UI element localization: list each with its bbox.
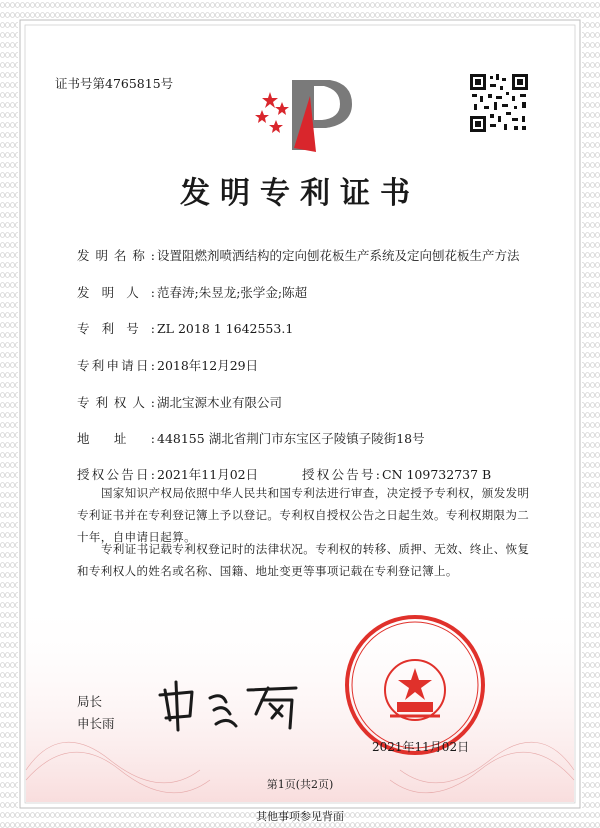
field-label: 专利号: bbox=[77, 321, 155, 336]
seal-date: 2021年11月02日 bbox=[372, 740, 470, 754]
field-value: 设置阻燃剂喷洒结构的定向刨花板生产系统及定向刨花板生产方法 bbox=[157, 248, 520, 263]
field-value: 2021年11月02日 bbox=[157, 467, 259, 482]
certificate-number: 证书号第4765815号 bbox=[55, 76, 174, 91]
legal-status-note: 专利证书记载专利权登记时的法律状况。专利权的转移、质押、无效、终止、恢复和专利权人的姓名或名称、国籍、地址变更等事项记载在专利登记簿上。 bbox=[77, 542, 530, 578]
certificate-statement: 国家知识产权局依照中华人民共和国专利法进行审查，决定授予专利权，颁发发明专利证书并在专利登记簿上予以登记。专利权自授权公告之日起生效。专利权期限为二十年，自申请日起算。 bbox=[77, 486, 530, 544]
field-value: 448155 湖北省荆门市东宝区子陵镇子陵街18号 bbox=[157, 431, 425, 446]
page-number: 第1页(共2页) bbox=[266, 778, 334, 791]
field-label: 专利申请日: bbox=[77, 358, 155, 373]
field-value: 范春涛;朱昱龙;张学金;陈超 bbox=[157, 285, 308, 300]
director-title: 局长 bbox=[77, 694, 103, 709]
field-patentee bbox=[77, 393, 282, 411]
field-grant-date bbox=[77, 465, 258, 483]
field-value: CN 109732737 B bbox=[382, 467, 492, 482]
field-invention-name bbox=[77, 246, 520, 264]
director-name: 申长雨 bbox=[77, 716, 115, 731]
certificate-title: 发明专利证书 bbox=[180, 176, 420, 211]
field-label: 发明名称: bbox=[77, 248, 155, 263]
field-label: 授权公告号: bbox=[302, 467, 380, 482]
field-grant-number bbox=[302, 465, 491, 483]
qr-code bbox=[468, 72, 530, 134]
field-label: 专利权人: bbox=[77, 395, 155, 410]
field-value: ZL 2018 1 1642553.1 bbox=[157, 321, 294, 336]
field-value: 2018年12月29日 bbox=[157, 358, 259, 373]
field-inventors bbox=[77, 283, 307, 301]
cnipa-logo bbox=[255, 80, 352, 152]
field-application-date bbox=[77, 356, 258, 374]
field-patent-number bbox=[77, 319, 293, 337]
field-label: 授权公告日: bbox=[77, 467, 155, 482]
field-label: 地址: bbox=[77, 431, 155, 446]
field-value: 湖北宝源木业有限公司 bbox=[157, 395, 283, 410]
field-address bbox=[77, 429, 425, 447]
field-label: 发明人: bbox=[77, 285, 155, 300]
footer-note: 其他事项参见背面 bbox=[256, 810, 344, 823]
